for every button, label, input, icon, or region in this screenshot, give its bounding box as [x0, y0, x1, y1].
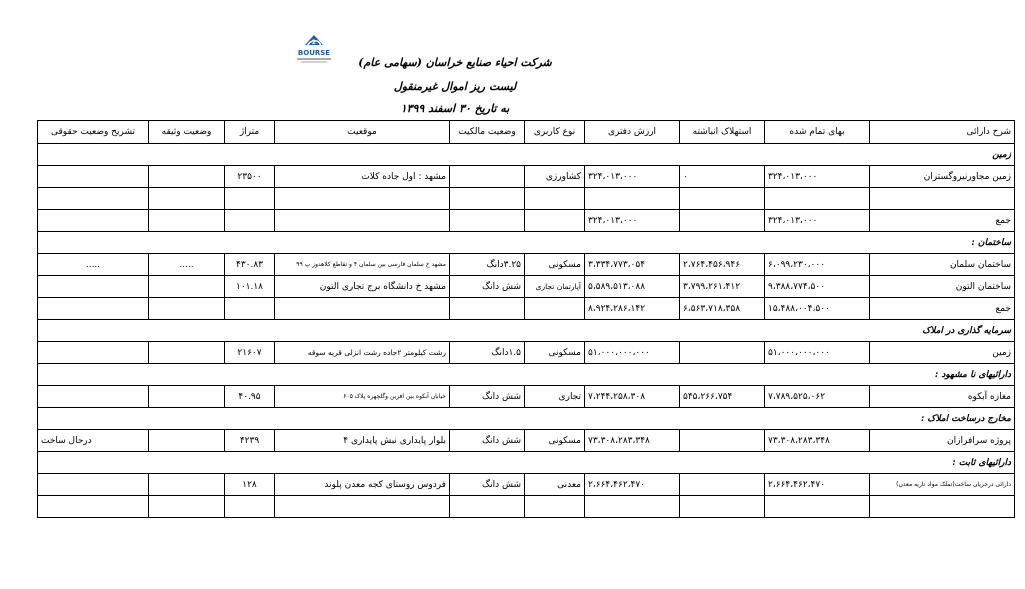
cell-owner	[450, 166, 525, 188]
total-row	[38, 210, 1015, 232]
cell-use: مسکونی	[525, 254, 585, 276]
col-owner: وضعیت مالکیت	[450, 121, 525, 144]
cell-depr	[680, 342, 765, 364]
cell-book: ۵۱،۰۰۰،۰۰۰،۰۰۰	[585, 342, 680, 364]
cell-empty	[680, 496, 765, 518]
cell-mort	[149, 474, 225, 496]
table-row	[38, 386, 1015, 408]
cell-mort	[149, 166, 225, 188]
cell-owner: ۳.۲۵دانگ	[450, 254, 525, 276]
cell-desc: زمین مجاورنیروگستران	[870, 166, 1015, 188]
col-mort: وضعیت وثیقه	[149, 121, 225, 144]
cell-depr: ۳،۷۹۹،۲۶۱،۴۱۲	[680, 276, 765, 298]
svg-text:BOURSE: BOURSE	[297, 49, 331, 57]
col-depr: استهلاک انباشته	[680, 121, 765, 144]
cell-book: ۳۲۴،۰۱۳،۰۰۰	[585, 166, 680, 188]
company-name: شرکت احیاء صنایع خراسان (سهامی عام)	[358, 56, 552, 69]
cell-use	[525, 210, 585, 232]
cell-empty	[870, 496, 1015, 518]
cell-book: ۳۲۴،۰۱۳،۰۰۰	[585, 210, 680, 232]
col-book: ارزش دفتری	[585, 121, 680, 144]
cell-area: ۴۲۳۹	[225, 430, 275, 452]
cell-loc: بلوار پایداری نبش پایداری ۴	[275, 430, 450, 452]
cell-cost: ۷۳،۳۰۸،۲۸۳،۳۴۸	[765, 430, 870, 452]
section-title: دارائیهای ثابت :	[38, 452, 1015, 474]
section-row	[38, 364, 1015, 386]
section-title: دارائیهای نا مشهود :	[38, 364, 1015, 386]
cell-legal	[38, 474, 149, 496]
cell-area: ۴۳۰.۸۳	[225, 254, 275, 276]
cell-desc: جمع	[870, 298, 1015, 320]
cell-desc: دارائی درجریان ساخت(تملک مواد ناریه معدن)	[870, 474, 1015, 496]
cell-empty	[870, 188, 1015, 210]
assets-table	[37, 120, 1015, 518]
cell-depr: ۲،۷۶۴،۴۵۶،۹۴۶	[680, 254, 765, 276]
cell-owner: شش دانگ	[450, 276, 525, 298]
cell-legal	[38, 210, 149, 232]
cell-empty	[765, 188, 870, 210]
cell-empty	[225, 188, 275, 210]
cell-owner: شش دانگ	[450, 386, 525, 408]
cell-empty	[275, 188, 450, 210]
cell-empty	[585, 188, 680, 210]
cell-owner	[450, 210, 525, 232]
cell-depr: ۰	[680, 166, 765, 188]
cell-mort	[149, 298, 225, 320]
cell-use: کشاورزی	[525, 166, 585, 188]
cell-cost: ۲،۶۶۴،۴۶۲،۴۷۰	[765, 474, 870, 496]
cell-desc: ساختمان التون	[870, 276, 1015, 298]
table-row	[38, 276, 1015, 298]
section-title: ساختمان :	[38, 232, 1015, 254]
section-row	[38, 320, 1015, 342]
cell-cost: ۱۵،۴۸۸،۰۰۴،۵۰۰	[765, 298, 870, 320]
cell-book: ۸،۹۲۴،۲۸۶،۱۴۲	[585, 298, 680, 320]
report-date: به تاریخ ۳۰ اسفند ۱۳۹۹	[400, 102, 510, 115]
cell-area: ۲۱۶۰۷	[225, 342, 275, 364]
cell-use: تجاری	[525, 386, 585, 408]
table-row	[38, 430, 1015, 452]
cell-loc: رشت کیلومتر ۲جاده رشت انزلی قریه سوقه	[275, 342, 450, 364]
cell-loc: فردوس روستای کجه معدن پلوند	[275, 474, 450, 496]
table-row	[38, 188, 1015, 210]
cell-legal	[38, 298, 149, 320]
cell-depr	[680, 474, 765, 496]
col-use: نوع کاربری	[525, 121, 585, 144]
section-title: زمین	[38, 144, 1015, 166]
cell-loc: خیابان آبکوه بین افرین وگلچهره پلاک ۶۰۵	[275, 386, 450, 408]
cell-desc: ساختمان سلمان	[870, 254, 1015, 276]
section-title: سرمایه گذاری در املاک	[38, 320, 1015, 342]
table-row	[38, 474, 1015, 496]
cell-mort	[149, 276, 225, 298]
cell-owner	[450, 298, 525, 320]
cell-desc: مغازه آبکوه	[870, 386, 1015, 408]
cell-book: ۵،۵۸۹،۵۱۳،۰۸۸	[585, 276, 680, 298]
cell-depr: ۶،۵۶۳،۷۱۸،۳۵۸	[680, 298, 765, 320]
cell-cost: ۹،۳۸۸،۷۷۴،۵۰۰	[765, 276, 870, 298]
cell-legal: درحال ساخت	[38, 430, 149, 452]
cell-cost: ۵۱،۰۰۰،۰۰۰،۰۰۰	[765, 342, 870, 364]
col-legal: تشریح وضعیت حقوقی	[38, 121, 149, 144]
cell-desc: پروژه سرافرازان	[870, 430, 1015, 452]
cell-use: مسکونی	[525, 342, 585, 364]
cell-empty	[450, 496, 525, 518]
table-row	[38, 254, 1015, 276]
cell-use: معدنی	[525, 474, 585, 496]
table-row	[38, 496, 1015, 518]
cell-legal: .....	[38, 254, 149, 276]
cell-book: ۷۳،۳۰۸،۲۸۳،۳۴۸	[585, 430, 680, 452]
cell-desc: زمین	[870, 342, 1015, 364]
cell-mort: .....	[149, 254, 225, 276]
cell-empty	[765, 496, 870, 518]
cell-empty	[680, 188, 765, 210]
cell-use: مسکونی	[525, 430, 585, 452]
cell-cost: ۷،۷۸۹،۵۲۵،۰۶۲	[765, 386, 870, 408]
cell-empty	[275, 496, 450, 518]
cell-legal	[38, 386, 149, 408]
table-row	[38, 342, 1015, 364]
section-row	[38, 232, 1015, 254]
cell-empty	[149, 188, 225, 210]
cell-cost: ۳۲۴،۰۱۳،۰۰۰	[765, 210, 870, 232]
cell-use: آپارتمان تجاری	[525, 276, 585, 298]
cell-area	[225, 298, 275, 320]
cell-cost: ۶،۰۹۹،۲۳۰،۰۰۰	[765, 254, 870, 276]
cell-empty	[149, 496, 225, 518]
table-row	[38, 166, 1015, 188]
cell-mort	[149, 386, 225, 408]
col-area: متراژ	[225, 121, 275, 144]
cell-loc: مشهد خ دانشگاه برج تجاری التون	[275, 276, 450, 298]
section-row	[38, 452, 1015, 474]
section-row	[38, 144, 1015, 166]
cell-book: ۲،۶۶۴،۴۶۲،۴۷۰	[585, 474, 680, 496]
section-row	[38, 408, 1015, 430]
cell-depr	[680, 430, 765, 452]
cell-area: ۲۳۵۰۰	[225, 166, 275, 188]
cell-cost: ۳۲۴،۰۱۳،۰۰۰	[765, 166, 870, 188]
cell-empty	[525, 496, 585, 518]
cell-depr: ۵۴۵،۲۶۶،۷۵۴	[680, 386, 765, 408]
cell-owner: شش دانگ	[450, 474, 525, 496]
cell-owner: شش دانگ	[450, 430, 525, 452]
cell-legal	[38, 276, 149, 298]
cell-legal	[38, 166, 149, 188]
cell-desc: جمع	[870, 210, 1015, 232]
cell-empty	[585, 496, 680, 518]
cell-loc: مشهد : اول جاده کلات	[275, 166, 450, 188]
section-title: مخارج درساخت املاک :	[38, 408, 1015, 430]
col-desc: شرح دارائی	[870, 121, 1015, 144]
total-row	[38, 298, 1015, 320]
cell-area: ۱۲۸	[225, 474, 275, 496]
cell-mort	[149, 430, 225, 452]
cell-area	[225, 210, 275, 232]
svg-text:2: 2	[311, 39, 317, 46]
cell-empty	[38, 496, 149, 518]
cell-depr	[680, 210, 765, 232]
cell-mort	[149, 342, 225, 364]
cell-empty	[450, 188, 525, 210]
cell-use	[525, 298, 585, 320]
cell-loc: مشهد خ سلمان فارسی بین سلمان ۴ و تقاطع کلاهدوز پ ۹۹	[275, 254, 450, 276]
cell-mort	[149, 210, 225, 232]
col-loc: موقعیت	[275, 121, 450, 144]
cell-book: ۳،۳۳۴،۷۷۳،۰۵۴	[585, 254, 680, 276]
cell-loc	[275, 298, 450, 320]
cell-empty	[225, 496, 275, 518]
cell-area: ۴۰.۹۵	[225, 386, 275, 408]
list-title: لیست ریز اموال غیرمنقول	[393, 80, 517, 93]
cell-empty	[38, 188, 149, 210]
cell-owner: ۱.۵دانگ	[450, 342, 525, 364]
cell-empty	[525, 188, 585, 210]
cell-area: ۱۰۱.۱۸	[225, 276, 275, 298]
col-cost: بهای تمام شده	[765, 121, 870, 144]
cell-loc	[275, 210, 450, 232]
cell-legal	[38, 342, 149, 364]
cell-book: ۷،۲۴۴،۲۵۸،۳۰۸	[585, 386, 680, 408]
header-row	[38, 121, 1015, 144]
